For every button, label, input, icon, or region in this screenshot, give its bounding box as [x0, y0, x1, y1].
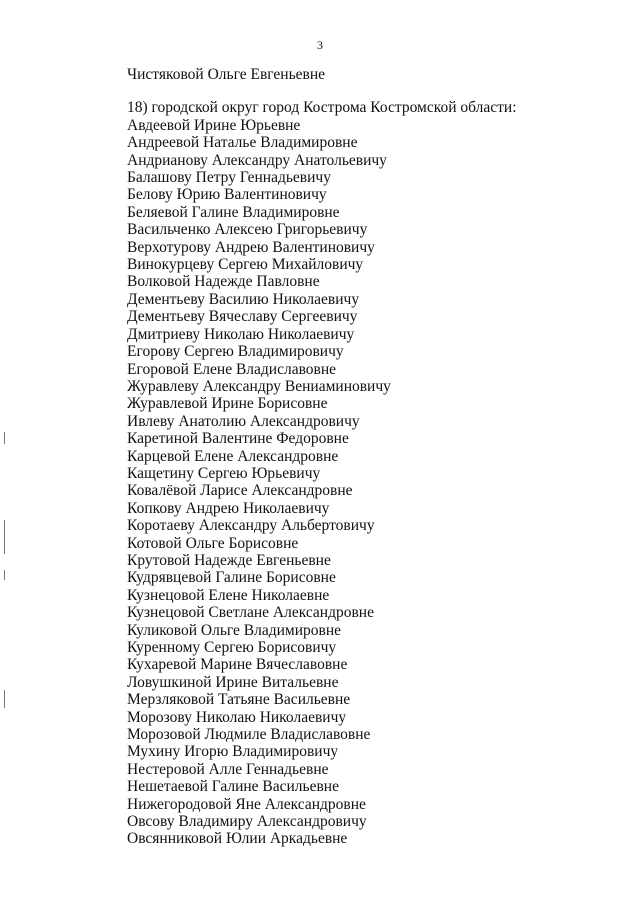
list-item: Нижегородовой Яне Александровне — [127, 795, 366, 813]
list-item: Куренному Сергею Борисовичу — [127, 639, 337, 656]
list-item: Винокурцеву Сергею Михайловичу — [127, 256, 364, 274]
scan-margin-mark — [4, 432, 5, 444]
list-item: Кудрявцевой Галине Борисовне — [127, 569, 336, 587]
list-item: Кухаревой Марине Вячеславовне — [127, 656, 348, 674]
list-item: Кузнецовой Елене Николаевне — [127, 586, 330, 604]
scan-margin-mark — [4, 690, 5, 708]
list-item: Беляевой Галине Владимировне — [127, 203, 340, 221]
list-item: Авдеевой Ирине Юрьевне — [127, 116, 301, 134]
list-item: Андреевой Наталье Владимировне — [127, 134, 358, 152]
list-item: Кащетину Сергею Юрьевичу — [127, 464, 321, 482]
list-item: Дмитриеву Николаю Николаевичу — [127, 325, 355, 343]
names-list — [127, 117, 607, 848]
list-item: Васильченко Алексею Григорьевичу — [127, 221, 368, 239]
previous-list-item: Чистяковой Ольге Евгеньевне — [127, 66, 326, 83]
list-item: Верхотурову Андрею Валентиновичу — [127, 238, 375, 256]
list-item: Ловушкиной Ирине Витальевне — [127, 673, 339, 691]
list-item: Журавлевой Ирине Борисовне — [127, 395, 328, 413]
list-item: Егоровой Елене Владиславовне — [127, 360, 337, 378]
list-item: Ковалёвой Ларисе Александровне — [127, 482, 353, 500]
scan-margin-mark — [4, 570, 5, 580]
list-item: Овсянниковой Юлии Аркадьевне — [127, 830, 348, 848]
list-item: Ивлеву Анатолию Александровичу — [127, 412, 360, 430]
list-item: Овсову Владимиру Александровичу — [127, 813, 367, 831]
list-item: Дементьеву Василию Николаевичу — [127, 290, 360, 308]
paragraph-gap — [127, 83, 607, 99]
list-item: Андрианову Александру Анатольевичу — [127, 151, 387, 169]
list-item: Нестеровой Алле Геннадьевне — [127, 760, 329, 778]
list-item: Нешетаевой Галине Васильевне — [127, 778, 339, 796]
list-item: Егорову Сергею Владимировичу — [127, 343, 344, 361]
list-item: Журавлеву Александру Вениаминовичу — [127, 377, 391, 395]
list-item: Коротаеву Александру Альбертовичу — [127, 517, 375, 535]
list-item: Волковой Надежде Павловне — [127, 273, 320, 291]
scan-margin-mark — [4, 520, 5, 554]
list-item: Мерзляковой Татьяне Васильевне — [127, 691, 351, 709]
list-item: Морозовой Людмиле Владиславовне — [127, 726, 371, 744]
page-number: 3 — [317, 38, 323, 52]
list-item: Крутовой Надежде Евгеньевне — [127, 551, 331, 569]
document-body — [127, 66, 607, 848]
section-heading: 18) городской округ город Кострома Костромской области: — [127, 99, 517, 117]
list-item: Карцевой Елене Александровне — [127, 447, 339, 465]
list-item: Куликовой Ольге Владимировне — [127, 621, 342, 639]
list-item: Морозову Николаю Николаевичу — [127, 708, 347, 726]
list-item: Копкову Андрею Николаевичу — [127, 499, 330, 517]
list-item: Белову Юрию Валентиновичу — [127, 186, 327, 204]
list-item: Дементьеву Вячеславу Сергеевичу — [127, 308, 358, 326]
list-item: Балашову Петру Геннадьевичу — [127, 169, 331, 187]
list-item: Мухину Игорю Владимировичу — [127, 743, 339, 761]
list-item: Кузнецовой Светлане Александровне — [127, 604, 374, 622]
list-item: Каретиной Валентине Федоровне — [127, 430, 349, 448]
list-item: Котовой Ольге Борисовне — [127, 534, 299, 552]
